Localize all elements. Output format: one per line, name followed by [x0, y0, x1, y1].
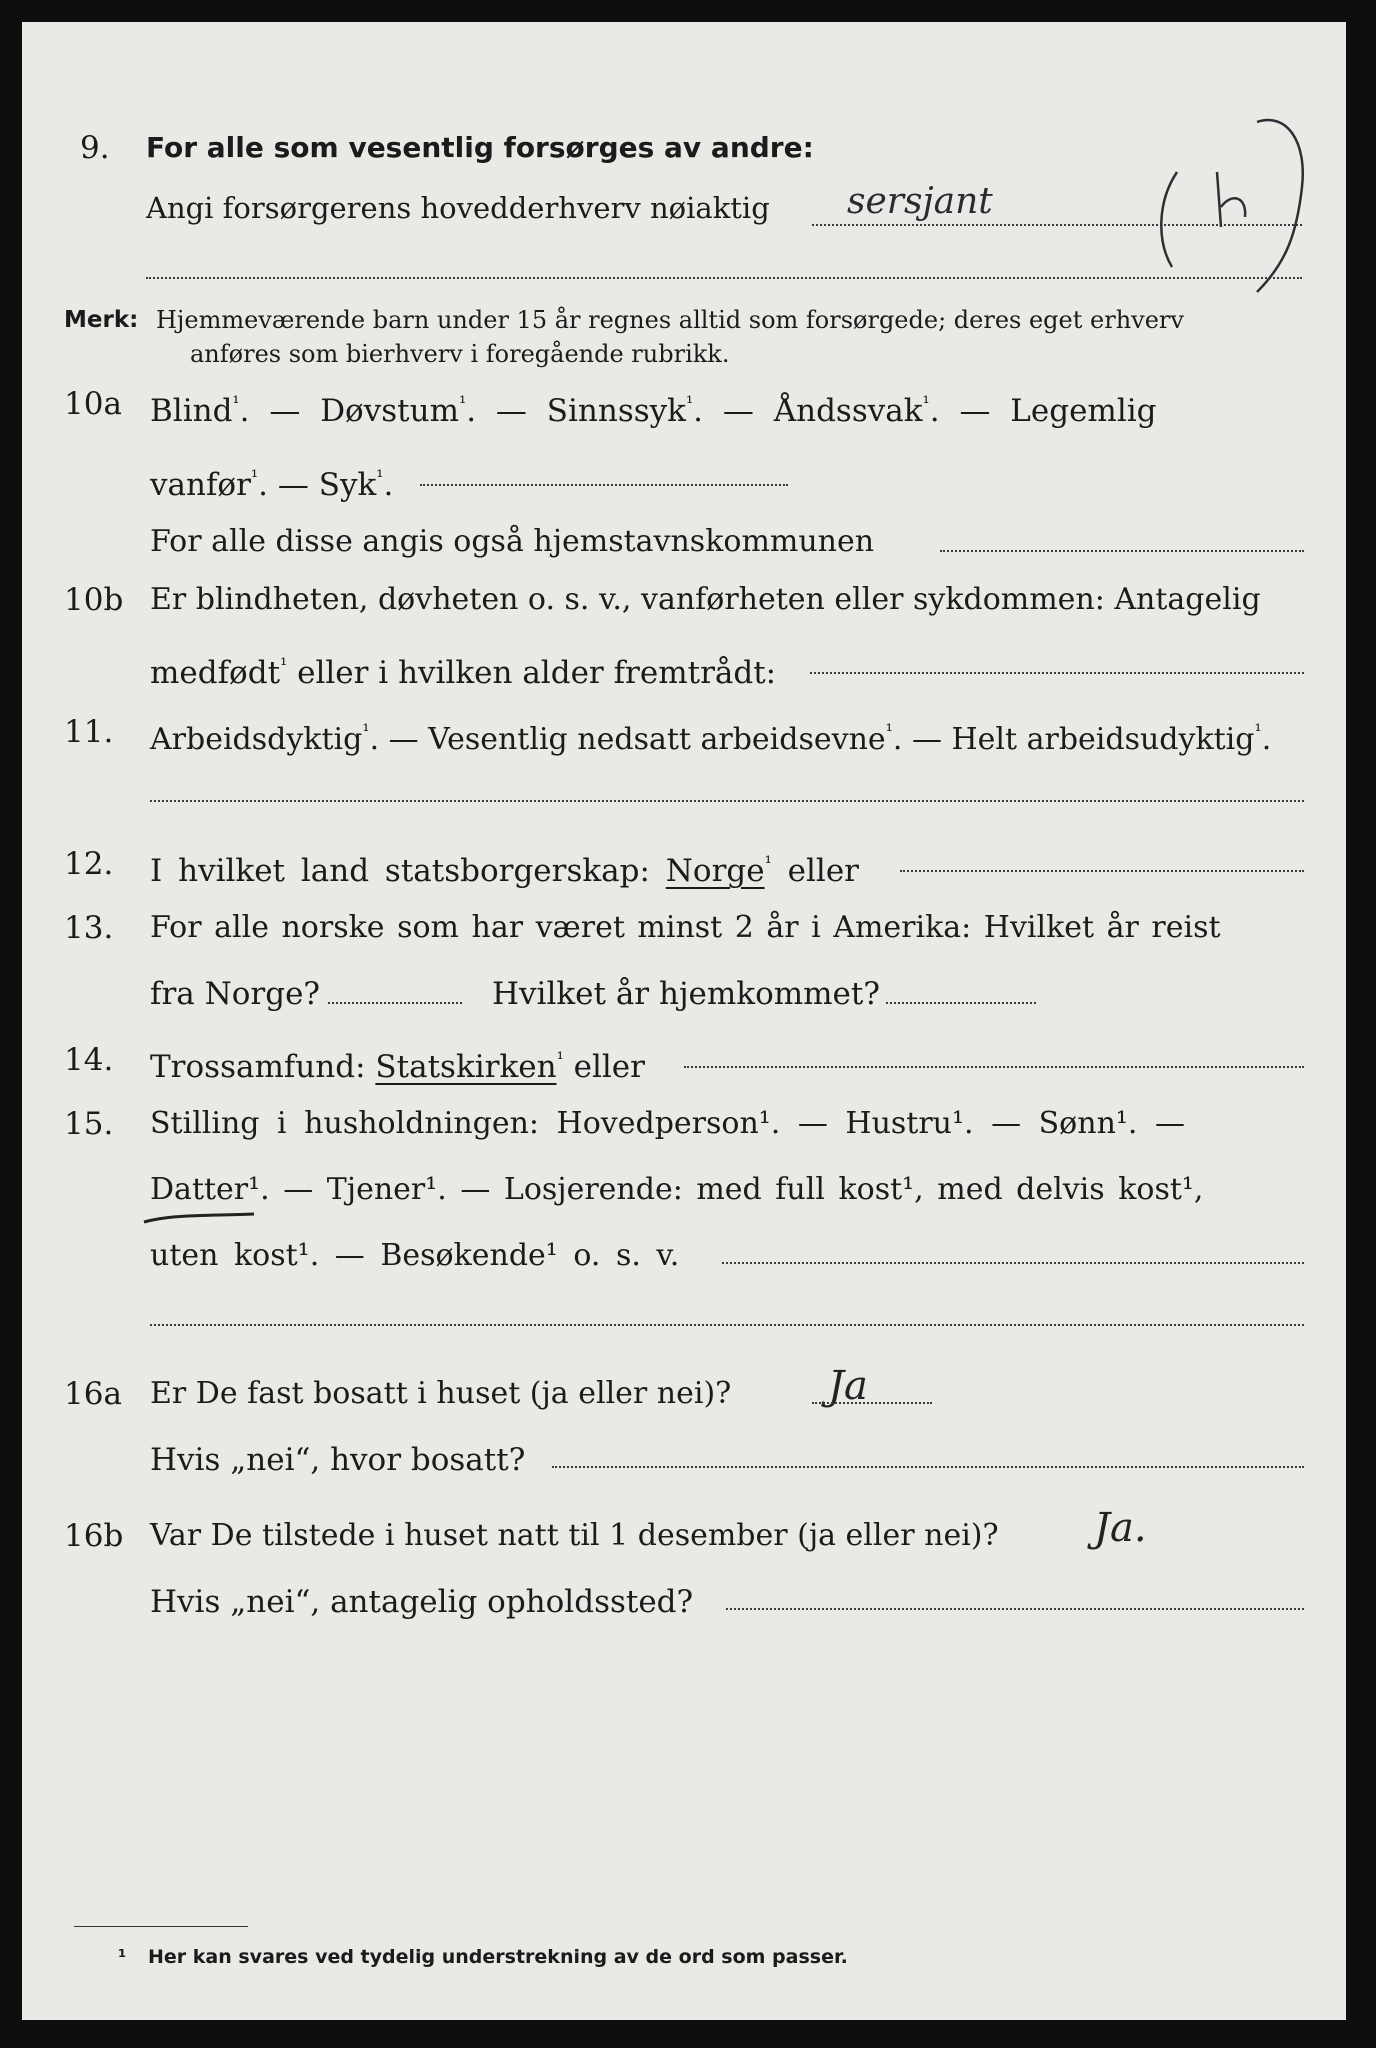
- footnote-text: Her kan svares ved tydelig understrekning av de ord som passer.: [148, 1946, 848, 1968]
- q10a-sup1: ¹: [232, 393, 240, 414]
- q10a-legemlig: . — Legemlig: [929, 393, 1157, 429]
- q10a-andssvak: . — Åndssvak: [693, 393, 923, 429]
- q11-dot: .: [1261, 722, 1272, 757]
- q15-number: 15.: [64, 1106, 114, 1142]
- q11-answer-line: [150, 800, 1304, 802]
- q10a-line3: For alle disse angis også hjemstavnskommunen: [150, 524, 875, 559]
- q16a-line2: Hvis „nei“, hvor bosatt?: [150, 1442, 526, 1478]
- q13-number: 13.: [64, 910, 114, 946]
- q14-number: 14.: [64, 1042, 114, 1078]
- q10b-sup: ¹: [280, 655, 288, 676]
- q10a-sup3: ¹: [685, 393, 694, 414]
- q15-line2: [150, 1170, 1203, 1210]
- q16a-number: 16a: [64, 1376, 122, 1412]
- q13-line1: For alle norske som har været minst 2 år i Amerika: Hvilket år reist: [150, 910, 1221, 945]
- q14-text: Trossamfund:: [150, 1049, 376, 1085]
- q12-number: 12.: [64, 846, 114, 882]
- q10a-sup2: ¹: [458, 393, 467, 414]
- q9-bracket-mark: [1137, 92, 1317, 322]
- q16b-opholdssted-line: [726, 1608, 1304, 1610]
- q16a-answer-line: [812, 1402, 932, 1404]
- q10a-dot: .: [383, 467, 394, 503]
- q10b-answer-line: [810, 672, 1304, 674]
- q10a-sup6: ¹: [376, 467, 384, 488]
- q11-line: [150, 712, 1271, 760]
- q10a-sup4: ¹: [922, 393, 930, 414]
- q14-statskirken: Statskirken: [375, 1049, 557, 1085]
- q14-answer-line: [684, 1066, 1304, 1068]
- q12-text: I hvilket land statsborgerskap:: [150, 853, 666, 889]
- q14-eller: eller: [563, 1049, 645, 1085]
- q12-sup: ¹: [764, 853, 772, 874]
- q10a-line2: [150, 458, 393, 505]
- merk-label: Merk:: [64, 307, 139, 333]
- q11-number: 11.: [64, 714, 114, 750]
- q11-arbeidsdyktig: Arbeidsdyktig: [150, 722, 363, 757]
- q10a-number: 10a: [64, 386, 122, 422]
- q10a-dovstum: . — Døvstum: [239, 393, 459, 429]
- q15-line1: Stilling i husholdningen: Hovedperson¹. — Hustru¹. — Sønn¹. —: [150, 1106, 1185, 1141]
- q10a-vanfor: vanfør: [150, 467, 251, 503]
- q10a-line1: [150, 384, 1157, 431]
- q10a-syk: . — Syk: [258, 467, 377, 503]
- q13-line2a: fra Norge?: [150, 976, 321, 1012]
- q10a-sup5: ¹: [250, 467, 259, 488]
- q15-datter-underline: [142, 1208, 262, 1228]
- q10a-blind: Blind: [150, 393, 233, 429]
- merk-line2: anføres som bierhverv i foregående rubrikk.: [190, 340, 730, 368]
- q15-answer-line: [722, 1262, 1304, 1264]
- q14-line: [150, 1040, 645, 1087]
- q10b-line2: [150, 646, 776, 693]
- q16b-answer-handwriting: Ja.: [1094, 1505, 1147, 1551]
- q10b-medfodt: medfødt: [150, 655, 281, 691]
- q16a-bosatt-line: [552, 1466, 1304, 1468]
- q15-line3: uten kost¹. — Besøkende¹ o. s. v.: [150, 1238, 680, 1273]
- q16a-answer-handwriting: Ja: [828, 1363, 868, 1409]
- q15-datter: Datter: [150, 1172, 249, 1207]
- q10b-line1: Er blindheten, døvheten o. s. v., vanførheten eller sykdommen: Antagelig: [150, 582, 1261, 617]
- q16b-line1: Var De tilstede i huset natt til 1 desember (ja eller nei)?: [150, 1518, 999, 1553]
- q10a-sinnssyk: . — Sinnssyk: [466, 393, 686, 429]
- q12-answer-line: [900, 870, 1304, 872]
- q16a-line1: Er De fast bosatt i huset (ja eller nei)?: [150, 1376, 732, 1411]
- q13-reist-line: [328, 1002, 462, 1004]
- q9-answer-handwriting: sersjant: [847, 181, 993, 222]
- q13-line2b: Hvilket år hjemkommet?: [492, 976, 880, 1012]
- q10b-number: 10b: [64, 582, 124, 618]
- q11-sup2: ¹: [885, 721, 893, 742]
- q14-sup: ¹: [556, 1049, 564, 1070]
- q15-answer-line2: [150, 1324, 1304, 1326]
- merk-line1: Hjemmeværende barn under 15 år regnes alltid som forsørgede; deres eget erhverv: [156, 306, 1184, 334]
- q9-number: 9.: [80, 130, 110, 166]
- q9-answer-line2: [146, 277, 1302, 279]
- footnote-rule: [74, 1926, 248, 1927]
- q16b-number: 16b: [64, 1518, 124, 1554]
- footnote-mark: ¹: [118, 1946, 127, 1968]
- q16b-line2: Hvis „nei“, antagelig opholdssted?: [150, 1584, 694, 1620]
- census-form-page: [22, 22, 1346, 2020]
- q11-sup3: ¹: [1254, 721, 1262, 742]
- q11-sup1: ¹: [362, 721, 370, 742]
- q12-eller: eller: [771, 853, 860, 889]
- q10b-rest: eller i hvilken alder fremtrådt:: [287, 655, 777, 691]
- q9-line1: For alle som vesentlig forsørges av andre:: [146, 131, 814, 164]
- q11-nedsatt: . — Vesentlig nedsatt arbeidsevne: [369, 722, 886, 757]
- q12-norge: Norge: [665, 853, 765, 889]
- q13-hjemkommet-line: [886, 1002, 1036, 1004]
- q12-line: [150, 844, 859, 891]
- q15-line2-rest: ¹. — Tjener¹. — Losjerende: med full kost¹, med delvis kost¹,: [248, 1172, 1204, 1207]
- q10a-kommune-line: [940, 550, 1304, 552]
- q10a-syk-line: [420, 484, 788, 486]
- q11-udyktig: . — Helt arbeidsudyktig: [892, 722, 1255, 757]
- q9-line2: Angi forsørgerens hovedderhverv nøiaktig: [146, 191, 770, 225]
